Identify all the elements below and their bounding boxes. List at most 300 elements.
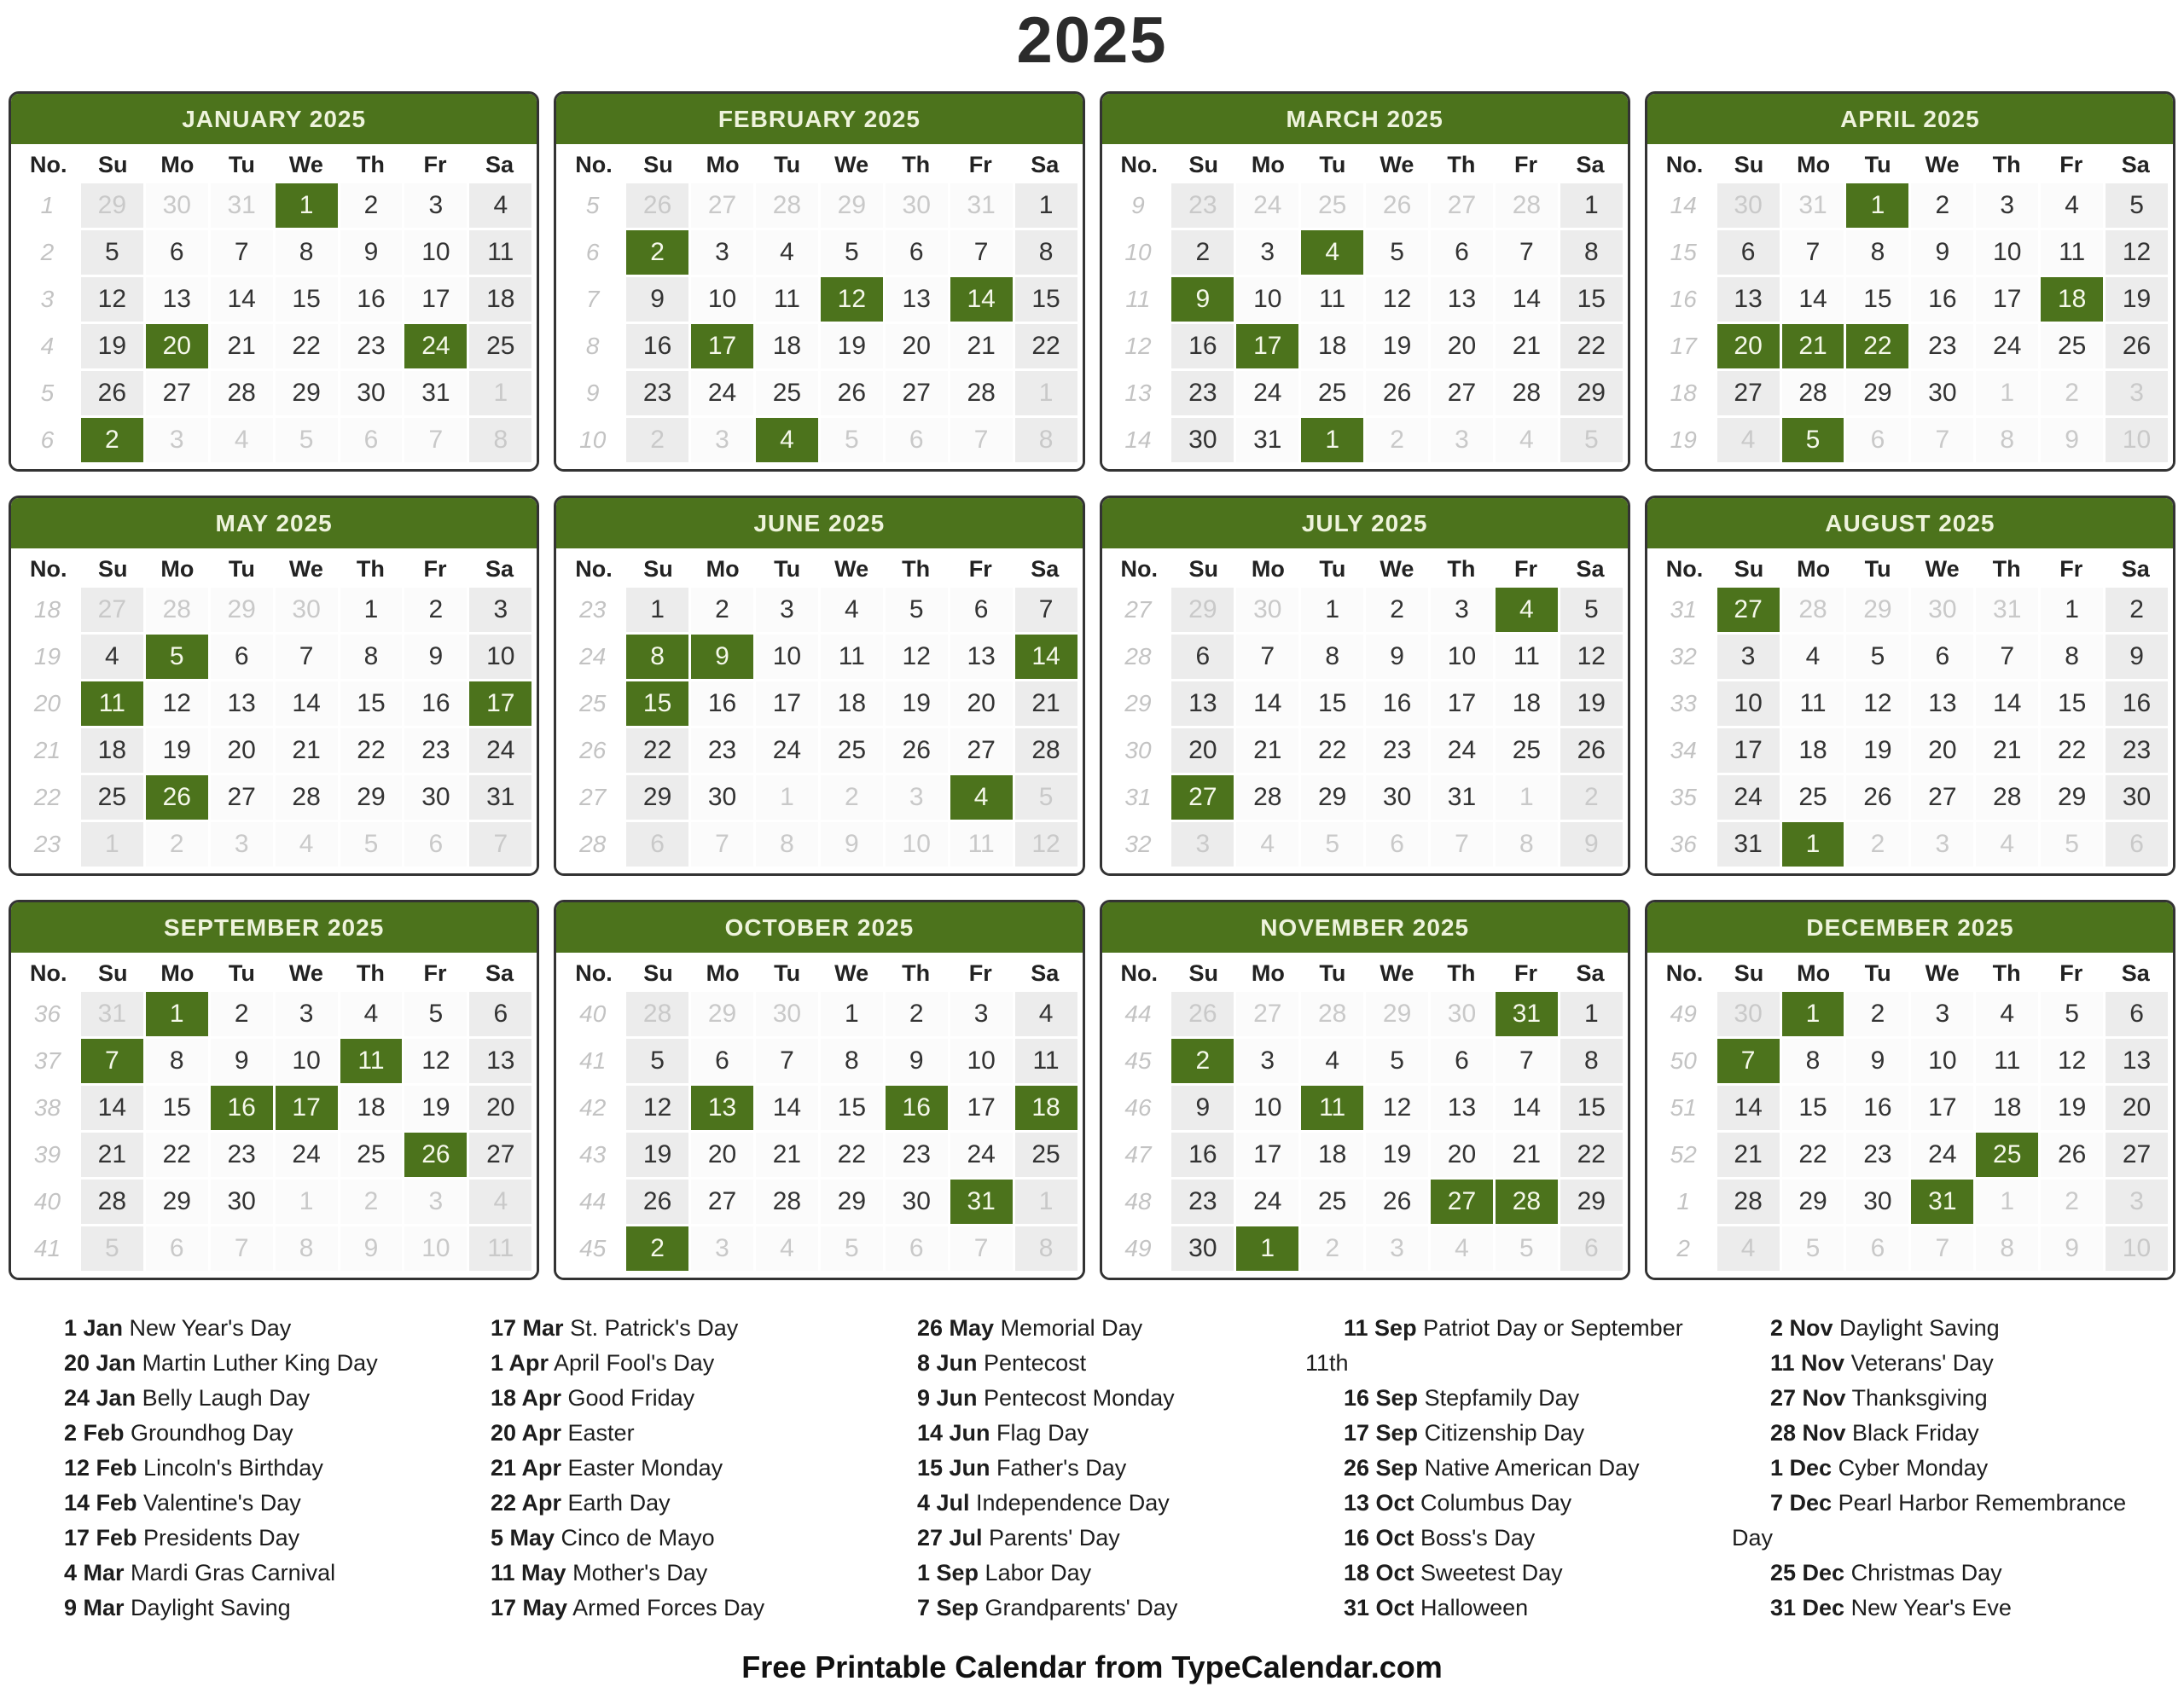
holiday-day-cell: 20 (1717, 324, 1780, 368)
day-cell: 5 (2041, 822, 2103, 867)
day-cell: 27 (691, 1180, 753, 1224)
day-cell: 16 (1171, 1133, 1234, 1177)
day-cell: 4 (756, 230, 818, 275)
week-number-header: No. (1665, 152, 1704, 177)
week-number: 24 (579, 643, 607, 670)
day-cell: 20 (2106, 1086, 2168, 1130)
weekday-header: Mo (1251, 960, 1285, 986)
day-cell: 5 (1782, 1226, 1844, 1271)
day-cell: 1 (1496, 775, 1558, 820)
day-cell: 9 (626, 277, 688, 322)
weekday-header: Mo (160, 960, 195, 986)
day-cell: 6 (1846, 418, 1908, 462)
day-cell: 4 (821, 588, 883, 632)
day-cell: 24 (1717, 775, 1780, 820)
day-cell: 12 (886, 635, 948, 679)
day-cell: 30 (404, 775, 467, 820)
holiday-day-cell: 11 (81, 681, 143, 726)
day-cell: 25 (1301, 371, 1363, 415)
holiday-day-cell: 28 (1496, 1180, 1558, 1224)
day-cell: 10 (404, 230, 467, 275)
week-number: 31 (1124, 784, 1152, 810)
weekday-header: Sa (2121, 152, 2150, 177)
day-cell: 3 (1717, 635, 1780, 679)
day-cell: 12 (1846, 681, 1908, 726)
week-number: 4 (40, 333, 55, 359)
day-cell: 5 (81, 230, 143, 275)
day-cell: 11 (1782, 681, 1844, 726)
month-title: AUGUST 2025 (1647, 498, 2173, 548)
date-grid (1647, 992, 2173, 1278)
day-cell: 12 (626, 1086, 688, 1130)
week-number: 37 (33, 1047, 61, 1074)
week-number: 40 (33, 1188, 61, 1215)
day-cell: 16 (1911, 277, 1973, 322)
month-card (9, 91, 539, 472)
week-number: 45 (579, 1235, 607, 1261)
day-cell: 21 (81, 1133, 143, 1177)
day-cell: 11 (1301, 277, 1363, 322)
day-cell: 2 (1911, 183, 1973, 228)
day-cell: 8 (1560, 1039, 1623, 1083)
day-cell: 1 (1560, 992, 1623, 1036)
day-cell: 24 (950, 1133, 1013, 1177)
weekday-header: Su (1188, 960, 1219, 986)
day-cell: 19 (821, 324, 883, 368)
day-cell: 18 (469, 277, 531, 322)
day-cell: 11 (1976, 1039, 2038, 1083)
day-cell: 30 (1911, 588, 1973, 632)
day-cell: 24 (1236, 183, 1298, 228)
day-cell: 29 (276, 371, 338, 415)
weekday-header: Mo (160, 152, 195, 177)
day-cell: 30 (1236, 588, 1298, 632)
day-cell: 27 (691, 183, 753, 228)
day-cell: 13 (886, 277, 948, 322)
day-cell: 26 (2041, 1133, 2103, 1177)
weekday-header: Th (902, 960, 931, 986)
holiday-entry: 7 Dec Pearl Harbor Remembrance Day (1732, 1490, 2127, 1551)
day-cell: 2 (691, 588, 753, 632)
weekday-header-row (556, 953, 1082, 992)
weekday-header-row (11, 548, 537, 588)
day-cell: 23 (404, 728, 467, 773)
day-cell: 14 (1496, 277, 1558, 322)
weekday-header: Mo (1797, 960, 1831, 986)
month-title: JULY 2025 (1102, 498, 1628, 548)
day-cell: 27 (886, 371, 948, 415)
week-number: 47 (1124, 1141, 1152, 1168)
day-cell: 31 (950, 183, 1013, 228)
holiday-date: 15 Jun (917, 1455, 990, 1481)
day-cell: 25 (1301, 1180, 1363, 1224)
date-grid (11, 183, 537, 469)
holiday-entry: 2 Nov Daylight Saving (1770, 1315, 2000, 1341)
weekday-header: Th (1447, 960, 1476, 986)
holiday-date: 27 Jul (917, 1525, 983, 1551)
day-cell: 18 (81, 728, 143, 773)
weekday-header: Sa (1576, 152, 1605, 177)
day-cell: 20 (469, 1086, 531, 1130)
day-cell: 5 (2041, 992, 2103, 1036)
holiday-entry: 8 Jun Pentecost (917, 1350, 1087, 1376)
week-number: 10 (579, 426, 607, 453)
holiday-date: 4 Mar (64, 1560, 125, 1586)
day-cell: 9 (404, 635, 467, 679)
weekday-header: Th (356, 960, 385, 986)
day-cell: 29 (691, 992, 753, 1036)
weekday-header-row (1102, 548, 1628, 588)
weekday-header: Th (1992, 152, 2021, 177)
day-cell: 10 (1236, 1086, 1298, 1130)
day-cell: 6 (1560, 1226, 1623, 1271)
holiday-day-cell: 11 (1301, 1086, 1363, 1130)
holiday-date: 18 Oct (1344, 1560, 1414, 1586)
day-cell: 11 (1496, 635, 1558, 679)
day-cell: 5 (821, 230, 883, 275)
weekday-header: Sa (1031, 556, 1060, 582)
day-cell: 10 (1431, 635, 1493, 679)
weekday-header: Tu (774, 960, 801, 986)
day-cell: 24 (1431, 728, 1493, 773)
week-number: 14 (1124, 426, 1152, 453)
day-cell: 21 (1717, 1133, 1780, 1177)
holiday-date: 14 Jun (917, 1420, 990, 1446)
day-cell: 10 (469, 635, 531, 679)
month-card (9, 496, 539, 876)
day-cell: 30 (1717, 183, 1780, 228)
month-card (9, 900, 539, 1280)
week-number: 14 (1670, 192, 1697, 218)
day-cell: 10 (2106, 1226, 2168, 1271)
month-title: JUNE 2025 (556, 498, 1082, 548)
day-cell: 28 (626, 992, 688, 1036)
month-card (554, 91, 1084, 472)
day-cell: 15 (1301, 681, 1363, 726)
holiday-date: 17 Feb (64, 1525, 137, 1551)
weekday-header: Su (1734, 960, 1764, 986)
week-number: 9 (1131, 192, 1145, 218)
day-cell: 20 (1171, 728, 1234, 773)
holiday-date: 8 Jun (917, 1350, 978, 1376)
week-number: 41 (579, 1047, 607, 1074)
day-cell: 6 (1431, 1039, 1493, 1083)
day-cell: 29 (626, 775, 688, 820)
holiday-entry: 17 Mar St. Patrick's Day (491, 1315, 739, 1341)
month-title: OCTOBER 2025 (556, 902, 1082, 953)
holiday-column (26, 1311, 452, 1626)
day-cell: 3 (1431, 418, 1493, 462)
day-cell: 22 (1560, 1133, 1623, 1177)
day-cell: 6 (1366, 822, 1428, 867)
week-number: 48 (1124, 1188, 1152, 1215)
weekday-header: Sa (1031, 152, 1060, 177)
day-cell: 3 (469, 588, 531, 632)
day-cell: 9 (340, 230, 403, 275)
day-cell: 14 (1236, 681, 1298, 726)
day-cell: 7 (1782, 230, 1844, 275)
day-cell: 15 (821, 1086, 883, 1130)
day-cell: 1 (1301, 588, 1363, 632)
holiday-entry: 4 Mar Mardi Gras Carnival (64, 1560, 336, 1586)
day-cell: 26 (1171, 992, 1234, 1036)
day-cell: 3 (276, 992, 338, 1036)
holiday-date: 11 May (491, 1560, 566, 1586)
day-cell: 14 (276, 681, 338, 726)
holiday-day-cell: 4 (950, 775, 1013, 820)
day-cell: 15 (276, 277, 338, 322)
day-cell: 7 (950, 418, 1013, 462)
week-number-header: No. (1665, 556, 1704, 582)
day-cell: 4 (469, 1180, 531, 1224)
day-cell: 9 (1846, 1039, 1908, 1083)
day-cell: 10 (886, 822, 948, 867)
day-cell: 6 (2106, 822, 2168, 867)
day-cell: 23 (1171, 1180, 1234, 1224)
weekday-header: Tu (1864, 556, 1891, 582)
day-cell: 4 (756, 1226, 818, 1271)
day-cell: 18 (1976, 1086, 2038, 1130)
week-number: 41 (33, 1235, 61, 1261)
holiday-day-cell: 17 (691, 324, 753, 368)
weekday-header: Th (1447, 152, 1476, 177)
day-cell: 25 (81, 775, 143, 820)
day-cell: 26 (821, 371, 883, 415)
day-cell: 14 (1782, 277, 1844, 322)
day-cell: 28 (1782, 371, 1844, 415)
day-cell: 4 (2041, 183, 2103, 228)
holiday-date: 7 Sep (917, 1595, 979, 1620)
day-cell: 22 (1301, 728, 1363, 773)
day-cell: 2 (1301, 1226, 1363, 1271)
day-cell: 22 (1015, 324, 1077, 368)
day-cell: 24 (1976, 324, 2038, 368)
day-cell: 16 (1846, 1086, 1908, 1130)
week-number: 52 (1670, 1141, 1697, 1168)
holiday-date: 31 Oct (1344, 1595, 1414, 1620)
holiday-date: 26 May (917, 1315, 995, 1341)
week-number: 18 (33, 596, 61, 623)
holiday-entry: 25 Dec Christmas Day (1770, 1560, 2002, 1586)
holiday-date: 20 Jan (64, 1350, 136, 1376)
day-cell: 1 (1976, 371, 2038, 415)
holiday-day-cell: 14 (1015, 635, 1077, 679)
day-cell: 27 (469, 1133, 531, 1177)
day-cell: 28 (1976, 775, 2038, 820)
day-cell: 11 (821, 635, 883, 679)
day-cell: 27 (1431, 371, 1493, 415)
date-grid (1102, 992, 1628, 1278)
day-cell: 15 (146, 1086, 208, 1130)
week-number: 13 (1124, 380, 1152, 406)
day-cell: 27 (950, 728, 1013, 773)
holiday-day-cell: 1 (1236, 1226, 1298, 1271)
holiday-date: 12 Feb (64, 1455, 137, 1481)
weekday-header: Mo (1797, 152, 1831, 177)
day-cell: 28 (1496, 183, 1558, 228)
holiday-date: 21 Apr (491, 1455, 562, 1481)
day-cell: 25 (821, 728, 883, 773)
weekday-header: Tu (1319, 556, 1346, 582)
holiday-date: 25 Dec (1770, 1560, 1845, 1586)
day-cell: 26 (1366, 183, 1428, 228)
day-cell: 6 (469, 992, 531, 1036)
week-number: 12 (1124, 333, 1152, 359)
day-cell: 7 (211, 230, 273, 275)
month-card (1100, 91, 1630, 472)
holiday-day-cell: 1 (1782, 822, 1844, 867)
month-title: MAY 2025 (11, 498, 537, 548)
day-cell: 2 (340, 183, 403, 228)
day-cell: 30 (1717, 992, 1780, 1036)
weekday-header: We (1380, 556, 1414, 582)
holiday-entry: 18 Oct Sweetest Day (1344, 1560, 1563, 1586)
day-cell: 8 (1301, 635, 1363, 679)
day-cell: 30 (2106, 775, 2168, 820)
holiday-entry: 11 Sep Patriot Day or September 11th (1305, 1315, 1683, 1376)
day-cell: 25 (1782, 775, 1844, 820)
holiday-date: 2 Nov (1770, 1315, 1833, 1341)
holiday-column (452, 1311, 879, 1626)
holiday-date: 1 Dec (1770, 1455, 1833, 1481)
holiday-date: 17 Mar (491, 1315, 564, 1341)
holiday-entry: 27 Jul Parents' Day (917, 1525, 1120, 1551)
date-grid (1102, 183, 1628, 469)
day-cell: 31 (1236, 418, 1298, 462)
holiday-day-cell: 5 (146, 635, 208, 679)
day-cell: 1 (756, 775, 818, 820)
day-cell: 8 (1976, 1226, 2038, 1271)
day-cell: 2 (2041, 1180, 2103, 1224)
weekday-header: We (288, 556, 323, 582)
day-cell: 19 (2041, 1086, 2103, 1130)
day-cell: 26 (1366, 1180, 1428, 1224)
holiday-entry: 2 Feb Groundhog Day (64, 1420, 293, 1446)
weekday-header: Sa (485, 960, 514, 986)
day-cell: 30 (1911, 371, 1973, 415)
holiday-date: 27 Nov (1770, 1385, 1846, 1411)
day-cell: 3 (1911, 992, 1973, 1036)
week-number: 15 (1670, 239, 1697, 265)
day-cell: 6 (1911, 635, 1973, 679)
holiday-entry: 26 May Memorial Day (917, 1315, 1143, 1341)
day-cell: 21 (756, 1133, 818, 1177)
day-cell: 8 (340, 635, 403, 679)
day-cell: 5 (1846, 635, 1908, 679)
day-cell: 24 (756, 728, 818, 773)
day-cell: 26 (81, 371, 143, 415)
weekday-header: Tu (774, 152, 801, 177)
day-cell: 27 (1911, 775, 1973, 820)
day-cell: 22 (626, 728, 688, 773)
weekday-header: Su (98, 556, 128, 582)
day-cell: 3 (1431, 588, 1493, 632)
week-number-header: No. (1120, 152, 1159, 177)
holiday-list (0, 1311, 2184, 1626)
day-cell: 5 (276, 418, 338, 462)
day-cell: 5 (1496, 1226, 1558, 1271)
holiday-entry: 14 Jun Flag Day (917, 1420, 1089, 1446)
day-cell: 28 (1496, 371, 1558, 415)
day-cell: 19 (81, 324, 143, 368)
day-cell: 19 (886, 681, 948, 726)
week-number-header: No. (1120, 556, 1159, 582)
week-number: 19 (1670, 426, 1697, 453)
holiday-entry: 17 Feb Presidents Day (64, 1525, 300, 1551)
week-number: 2 (40, 239, 55, 265)
day-cell: 14 (756, 1086, 818, 1130)
day-cell: 29 (1171, 588, 1234, 632)
day-cell: 8 (1846, 230, 1908, 275)
week-number: 11 (1125, 286, 1151, 312)
day-cell: 31 (1976, 588, 2038, 632)
day-cell: 3 (950, 992, 1013, 1036)
weekday-header-row (556, 548, 1082, 588)
day-cell: 6 (626, 822, 688, 867)
week-number: 16 (1670, 286, 1697, 312)
day-cell: 9 (1366, 635, 1428, 679)
month-card (1100, 496, 1630, 876)
day-cell: 10 (691, 277, 753, 322)
week-number: 30 (1124, 737, 1152, 763)
holiday-date: 13 Oct (1344, 1490, 1414, 1516)
weekday-header: Fr (968, 152, 992, 177)
week-number: 3 (40, 286, 55, 312)
holiday-day-cell: 1 (1846, 183, 1908, 228)
day-cell: 2 (340, 1180, 403, 1224)
day-cell: 15 (1560, 1086, 1623, 1130)
day-cell: 4 (276, 822, 338, 867)
day-cell: 1 (81, 822, 143, 867)
day-cell: 3 (1911, 822, 1973, 867)
day-cell: 24 (691, 371, 753, 415)
week-number: 8 (585, 333, 600, 359)
weekday-header: Su (643, 152, 673, 177)
day-cell: 12 (1015, 822, 1077, 867)
date-grid (1647, 183, 2173, 469)
weekday-header: Tu (1319, 152, 1346, 177)
day-cell: 29 (1366, 992, 1428, 1036)
day-cell: 2 (146, 822, 208, 867)
week-number: 36 (1670, 831, 1697, 857)
week-number-header: No. (30, 152, 67, 177)
date-grid (1647, 588, 2173, 873)
day-cell: 4 (340, 992, 403, 1036)
weekday-header-row (556, 144, 1082, 183)
week-number: 26 (579, 737, 607, 763)
month-title: APRIL 2025 (1647, 94, 2173, 144)
holiday-day-cell: 9 (691, 635, 753, 679)
holiday-entry: 15 Jun Father's Day (917, 1455, 1127, 1481)
holiday-entry: 18 Apr Good Friday (491, 1385, 695, 1411)
month-title: JANUARY 2025 (11, 94, 537, 144)
weekday-header: We (834, 152, 869, 177)
holiday-day-cell: 1 (276, 183, 338, 228)
day-cell: 12 (404, 1039, 467, 1083)
week-number: 2 (1676, 1235, 1690, 1261)
weekday-header: Tu (228, 960, 255, 986)
weekday-header-row (1102, 144, 1628, 183)
holiday-date: 11 Nov (1770, 1350, 1845, 1376)
day-cell: 30 (691, 775, 753, 820)
holiday-entry: 14 Feb Valentine's Day (64, 1490, 301, 1516)
day-cell: 13 (211, 681, 273, 726)
holiday-entry: 26 Sep Native American Day (1344, 1455, 1640, 1481)
day-cell: 6 (886, 230, 948, 275)
day-cell: 10 (756, 635, 818, 679)
weekday-header: Su (1734, 556, 1764, 582)
day-cell: 27 (1431, 183, 1493, 228)
